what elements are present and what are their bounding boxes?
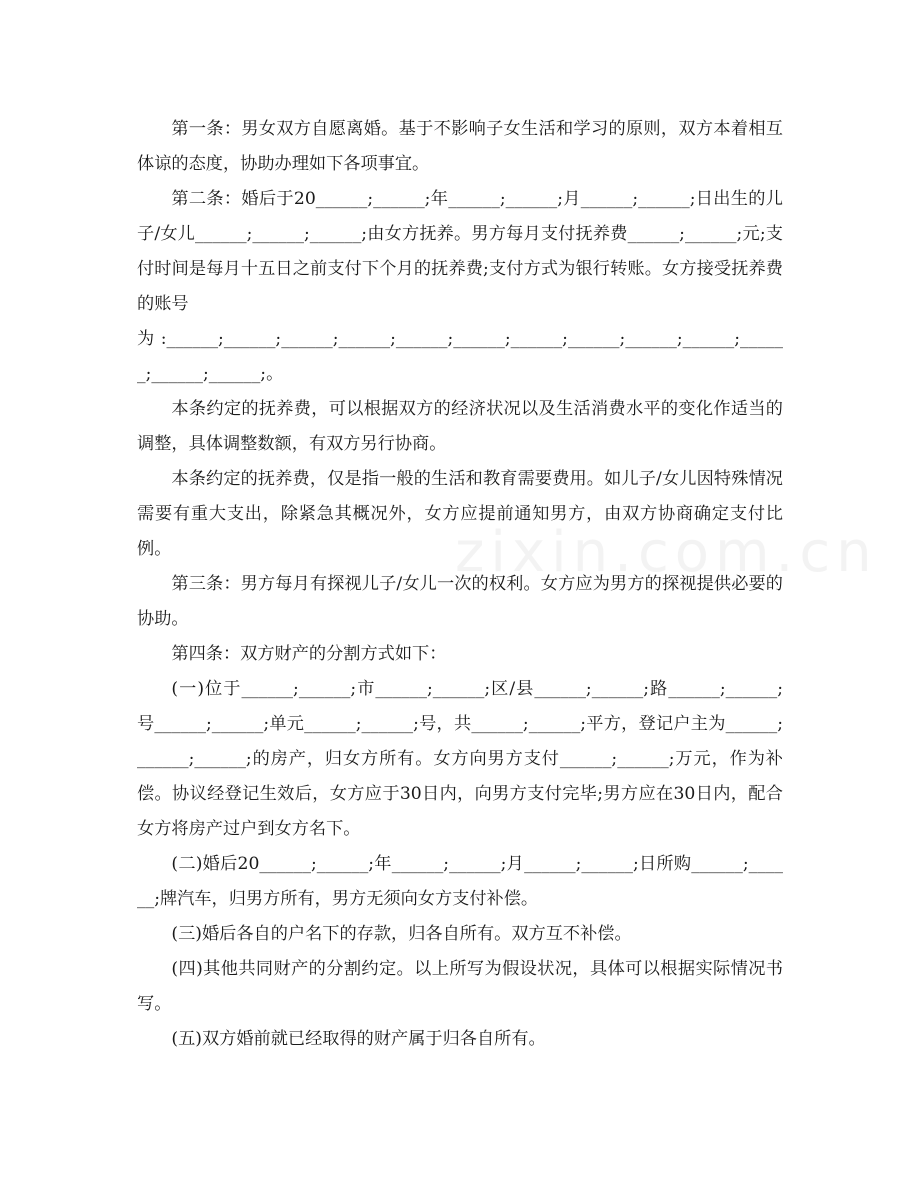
paragraph-support-adjustment: 本条约定的抚养费，可以根据双方的经济状况以及生活消费水平的变化作适当的调整，具体调整数额，有双方另行协商。 bbox=[137, 399, 783, 454]
paragraph-item-2-car: (二)婚后20______;______;年______;______;月______;______;日所购______;______;牌汽车，归男方所有，男方无须向女方支付补偿。 bbox=[137, 854, 783, 909]
paragraph-article-4: 第四条：双方财产的分割方式如下： bbox=[171, 644, 447, 664]
paragraph-item-1-house: (一)位于______;______;市______;______;区/县______;______;路______;______;号______;______;单元______;______;号，共______;______;平方，登记户主为______;______;______;的房产，归女方所有。女方向男方支付______;______;万元，作为补偿。协议经登记生效后，女方应于30日内，向男方支付完毕;男方应在30日内，配合女方将房产过户到女方名下。 bbox=[137, 679, 783, 839]
paragraph-article-3: 第三条：男方每月有探视儿子/女儿一次的权利。女方应为男方的探视提供必要的协助。 bbox=[137, 574, 783, 629]
paragraph-article-1: 第一条：男女双方自愿离婚。基于不影响子女生活和学习的原则，双方本着相互体谅的态度，协助办理如下各项事宜。 bbox=[137, 119, 783, 174]
paragraph-article-2: 第二条：婚后于20______;______;年______;______;月______;______;日出生的儿子/女儿______;______;______;由女方抚养。男方每月支付抚养费______;______;元;支付时间是每月十五日之前支付下个月的抚养费;支付方式为银行转账。女方接受抚养费的账号 bbox=[137, 189, 783, 314]
paragraph-item-4-other: (四)其他共同财产的分割约定。以上所写为假设状况，具体可以根据实际情况书写。 bbox=[137, 959, 783, 1014]
paragraph-item-5-premarital: (五)双方婚前就已经取得的财产属于归各自所有。 bbox=[171, 1029, 546, 1049]
watermark-text: zixin.com.cn bbox=[455, 520, 878, 585]
paragraph-support-scope: 本条约定的抚养费，仅是指一般的生活和教育需要费用。如儿子/女儿因特殊情况需要有重大支出，除紧急其概况外，女方应提前通知男方，由双方协商确定支付比例。 bbox=[137, 469, 783, 559]
paragraph-item-3-deposits: (三)婚后各自的户名下的存款，归各自所有。双方互不补偿。 bbox=[171, 924, 632, 944]
paragraph-account-number: 为:______;______;______;______;______;______;______;______;______;______;______;______;______;。 bbox=[137, 329, 783, 384]
document-body bbox=[137, 112, 783, 1057]
